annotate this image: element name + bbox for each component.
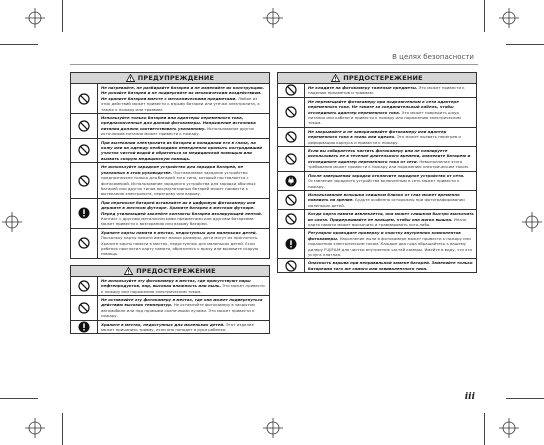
prohibition-icon	[78, 120, 90, 132]
prohibition-icon	[285, 106, 297, 118]
warning-triangle-icon	[126, 74, 135, 82]
safety-item-icon-cell	[278, 229, 305, 258]
safety-item-icon-cell	[278, 128, 305, 146]
crop-line	[62, 0, 63, 32]
safety-item-heading: Храните в местах, недоступных для маленьких детей.	[101, 321, 225, 327]
prohibition-icon	[285, 213, 297, 225]
safety-item-text	[305, 84, 476, 97]
safety-item-body: Не оставляйте фотокамеру в закрытом автомобиле или под прямыми солнечными лучами. Это может привести к пожару.	[101, 302, 255, 319]
safety-item-heading: Храните карты памяти в местах, недоступных для маленьких детей.	[101, 229, 258, 235]
safety-item	[71, 199, 269, 229]
registration-mark-bottom-right	[499, 418, 519, 438]
crop-line	[484, 0, 485, 32]
safety-item-body: Невыполнение этого требования может привести к пожару или поражению электрическим током.	[308, 158, 469, 170]
safety-item-icon-cell	[71, 114, 98, 138]
safety-item-text	[305, 98, 476, 127]
safety-item	[278, 147, 476, 172]
safety-item-heading: Не закрывайте и не заворачивайте фотокамеру или адаптер переменного тока в ткань или одеяло.	[308, 128, 447, 140]
safety-item-body: Накопление пыли в фотокамере может привести к пожару или поражению электрическим током. Каждые два года обращайтесь к вашему дилеру FUJIFILM для чистки внутренних частей камеры. Имейте в виду, что эта услуга платная.	[308, 235, 472, 257]
safety-item-text	[305, 128, 476, 146]
safety-item-text	[98, 277, 269, 295]
plug-icon	[285, 175, 297, 187]
safety-item	[71, 321, 269, 334]
safety-item-icon-cell	[71, 229, 98, 258]
crop-line	[506, 398, 544, 399]
exclamation-icon	[78, 321, 90, 333]
safety-item	[278, 128, 476, 147]
safety-item	[71, 296, 269, 321]
page-number: iii	[464, 392, 475, 402]
registration-mark-top-left	[25, 8, 45, 28]
safety-item-text	[98, 199, 269, 228]
registration-mark-bottom-left	[25, 418, 45, 438]
safety-item-body: Иначе карта памяти может выскочить и травмировать кого-либо.	[308, 216, 467, 227]
safety-item-icon-cell	[71, 321, 98, 334]
prohibition-icon	[285, 260, 297, 272]
safety-item	[278, 84, 476, 98]
registration-mark-bottom-center	[263, 418, 283, 438]
caution-box-title: ПРЕДОСТЕРЕЖЕНИЕ	[343, 74, 423, 82]
safety-item-heading: Использование вспышки слишком близко от глаз может временно повлиять на зрение.	[308, 191, 460, 203]
caution-box-header	[278, 73, 476, 84]
section-title: В целях безопасности	[392, 53, 474, 61]
safety-item-text	[98, 296, 269, 320]
safety-item-text	[305, 172, 476, 190]
safety-item-body: Оставление зарядного устройства включенным в сеть может привести к пожару.	[308, 178, 460, 189]
safety-item-heading: После завершения зарядки отключите зарядное устройство от сети.	[308, 172, 465, 178]
registration-mark-top-right	[499, 8, 519, 28]
safety-item-heading: Не кладите на фотокамеру тяжелые предметы.	[308, 85, 418, 90]
caution-box	[277, 72, 477, 273]
safety-item-body: Поставляемое зарядное устройство предназначено только для батарей того типа, который поставляется с фотокамерой. Использование зарядного устройства для зарядки обычных батарей или других типов аккумуляторных батарей может привести к вытеканию электролита, перегреву или взрыву.	[101, 169, 256, 197]
safety-item-icon-cell	[71, 163, 98, 197]
prohibition-icon	[78, 144, 90, 156]
safety-item-text	[305, 259, 476, 272]
safety-item	[71, 139, 269, 164]
safety-item-heading: Не используйте эту фотокамеру в местах, где присутствуют пары нефтепродуктов, пар, высокая влажность или пыль.	[101, 277, 251, 289]
exclamation-icon	[78, 207, 90, 219]
safety-item	[71, 114, 269, 139]
safety-item-text	[98, 163, 269, 197]
safety-item-body: Поскольку карты памяти имеют малые размеры, дети могут их проглотить. Храните карты памяти в местах, недоступных для маленьких детей. Если ребенок проглотил карту памяти, обратитесь к врачу или вызовите скорую помощь.	[101, 235, 259, 257]
right-column	[277, 72, 477, 279]
safety-item-body: Контакт с другими металлическими предметами или другими батареями может привести к возгоранию или взрыву батареи.	[101, 215, 254, 227]
caution-box-title: ПРЕДОСТЕРЕЖЕНИЕ	[136, 266, 216, 275]
safety-item-icon-cell	[278, 147, 305, 171]
safety-item	[278, 229, 476, 259]
prohibition-icon	[78, 237, 90, 249]
prohibition-icon	[78, 280, 90, 292]
safety-item	[278, 172, 476, 191]
safety-item-text	[98, 84, 269, 113]
safety-item-icon-cell	[71, 296, 98, 320]
safety-item-heading: Не оставляйте эту фотокамеру в местах, где она может подвергнуться действию высоких температур.	[101, 297, 263, 308]
safety-item-icon-cell	[71, 139, 98, 163]
safety-item-heading: Используйте только батареи или адаптеры переменного тока, предназначенные для данной фотокамеры. Напряжение источника питания должно соответствовать указанному.	[101, 115, 256, 131]
warning-box-header	[71, 73, 269, 84]
safety-item	[71, 163, 269, 198]
safety-item-icon-cell	[278, 259, 305, 272]
safety-item	[278, 98, 476, 128]
warning-box-title: ПРЕДУПРЕЖДЕНИЕ	[137, 74, 215, 82]
prohibition-icon	[78, 175, 90, 187]
registration-mark-left-middle	[2, 212, 22, 232]
safety-item-body: Будьте особенно осторожны при фотографировании маленьких детей.	[308, 197, 465, 208]
registration-mark-top-center	[263, 8, 283, 28]
safety-item-text	[305, 191, 476, 209]
caution-box	[70, 265, 270, 335]
safety-item-heading: Не нагревайте, не разбирайте батареи и не изменяйте их конструкцию. Не роняйте батареи и не подвергайте их механическим воздействиям. Не храните батареи вместе с металлическими предметами.	[101, 85, 265, 101]
safety-item-body: Любое из этих действий может привести к взрыву батареи или утечке электролита, а также к пожару или травмам.	[101, 95, 260, 112]
safety-item-text	[305, 229, 476, 258]
safety-item-heading: Не используйте зарядное устройство для зарядки батарей, не указанных в этом руководстве.	[101, 164, 244, 175]
safety-item-icon-cell	[278, 172, 305, 190]
safety-item-heading: Опасность взрыва при неправильной замене батарей. Заменяйте только батареями того же самого или эквивалентного типа.	[308, 260, 473, 271]
prohibition-icon	[285, 194, 297, 206]
caution-box-header	[71, 266, 269, 277]
safety-item-icon-cell	[71, 199, 98, 228]
safety-item	[71, 229, 269, 258]
crop-line	[484, 413, 485, 445]
safety-item-icon-cell	[278, 210, 305, 228]
warning-triangle-icon	[124, 267, 133, 275]
crop-line	[62, 413, 63, 445]
safety-item	[278, 210, 476, 229]
prohibition-icon	[78, 93, 90, 105]
safety-item-heading: При вытекании электролита из батареи и попадании его в глаза, на кожу или на одежду необходимо немедленно промыть пострадавший участок чистой водой и обратиться за медицинской помощью или вызвать скорую медицинскую помощь.	[101, 139, 262, 161]
safety-item	[71, 84, 269, 114]
safety-item-body: Этот изделие может причинить травму, если оно попадет в руки ребенка.	[101, 321, 254, 333]
crop-line	[0, 44, 38, 45]
safety-item-heading: Если вы собираетесь чистить фотокамеру или не планируете использовать ее в течение длительного времени, извлеките батарею и отсоедините адаптер переменного тока от сети.	[308, 148, 471, 164]
safety-item-heading: Не перемещайте фотокамеру при подключенном к сети адаптере переменного тока. Не тяните за соединительный кабель, чтобы отсоединить адаптер переменного тока.	[308, 98, 459, 115]
safety-item-body: Это может привести к пожару или поражению электрическим током.	[101, 283, 265, 294]
safety-item-heading: При переноске батарей вставляйте их в цифровую фотокамеру или держите в жестком футляре. Храните батареи в жестком футляре. Перед утилизацией заклейте контакты батареи изолирующей лентой.	[101, 199, 263, 216]
crop-line	[0, 398, 38, 399]
prohibition-icon	[285, 131, 297, 143]
safety-item-icon-cell	[278, 98, 305, 127]
safety-item-text	[98, 321, 269, 334]
safety-item	[278, 191, 476, 210]
safety-item-body: Это может повредить шнур питания или кабели и привести к пожару или поражению электрическим током.	[308, 109, 461, 126]
warning-box	[70, 72, 270, 259]
safety-item-body: Это может вызвать перегрев и деформацию корпуса и привести к пожару.	[308, 134, 461, 145]
warning-triangle-icon	[331, 74, 340, 82]
safety-item-icon-cell	[278, 84, 305, 97]
safety-item-text	[98, 114, 269, 138]
safety-item	[278, 259, 476, 272]
registration-mark-right-middle	[522, 212, 542, 232]
exclamation-icon	[285, 238, 297, 250]
safety-item-text	[98, 229, 269, 258]
prohibition-icon	[78, 302, 90, 314]
header-rule	[70, 64, 478, 65]
safety-item-icon-cell	[71, 84, 98, 113]
prohibition-icon	[285, 84, 297, 96]
safety-item-body: Использование других источников питания может привести к пожару.	[101, 125, 255, 137]
safety-item-icon-cell	[278, 191, 305, 209]
left-column	[70, 72, 270, 340]
safety-item-text	[305, 147, 476, 171]
safety-item-text	[305, 210, 476, 228]
safety-item-heading: Регулярно проводите проверку и очистку внутренних компонентов фотокамеры.	[308, 230, 461, 241]
safety-item-heading: Когда карта памяти извлекается, она может слишком быстро выскочить из слота. Придерживайте ее пальцем, чтобы она мягко вышла.	[308, 211, 474, 222]
safety-item-icon-cell	[71, 277, 98, 295]
safety-item-body: Это может привести к падению предметов и травмам.	[308, 85, 465, 96]
prohibition-icon	[285, 153, 297, 165]
safety-item	[71, 277, 269, 296]
safety-item-text	[98, 139, 269, 163]
crop-line	[506, 44, 544, 45]
